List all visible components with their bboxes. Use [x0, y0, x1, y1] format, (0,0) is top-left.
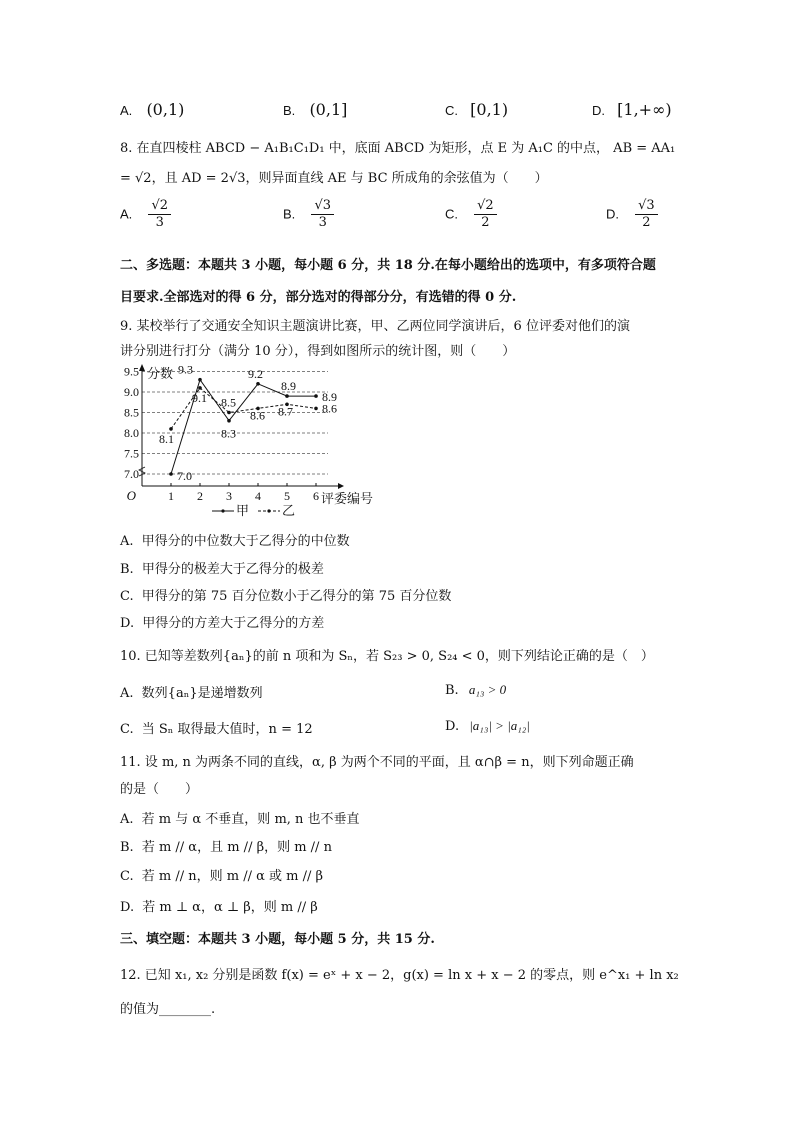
chart-legend: [212, 503, 295, 518]
q9-stem-line1: 9. 某校举行了交通安全知识主题演讲比赛，甲、乙两位同学演讲后，6 位评委对他们的演: [120, 319, 630, 334]
q11-stem-line2: 的是（ ）: [120, 782, 199, 797]
data-point: [198, 378, 202, 382]
x-tick-label: 2: [197, 489, 203, 503]
q7-option-b: B. (0,1]: [283, 100, 348, 119]
x-tick-label: 6: [313, 489, 319, 503]
data-label: 8.5: [221, 395, 236, 410]
q7-option-c: C. [0,1): [445, 100, 509, 119]
y-tick-label: 8.5: [124, 405, 139, 420]
fraction: $\frac{√3}{3}$: [311, 198, 334, 230]
q8-stem-line1: 8. 在直四棱柱 ABCD − A₁B₁C₁D₁ 中，底面 ABCD 为矩形，点 E 为 A₁C 的中点， AB = AA₁: [120, 141, 676, 156]
q7-option-a: A. (0,1): [120, 100, 185, 119]
q9-option-a: A. 甲得分的中位数大于乙得分的中位数: [120, 534, 350, 549]
q8-option-c: C. $\frac{√2}{2}$: [445, 198, 497, 230]
x-tick-label: 1: [168, 489, 174, 503]
q12-stem-line1: 12. 已知 x₁, x₂ 分别是函数 f(x) = eˣ + x − 2，g(x) = ln x + x − 2 的零点，则 e^x₁ + ln x₂: [120, 968, 679, 983]
q9-option-c: C. 甲得分的第 75 百分位数小于乙得分的第 75 百分位数: [120, 589, 452, 604]
data-point: [227, 419, 231, 423]
x-tick-label: 4: [255, 489, 261, 503]
section2-heading-line2: 目要求.全部选对的得 6 分，部分选对的得部分分，有选错的得 0 分.: [120, 290, 517, 305]
y-tick-label: 9.0: [124, 385, 139, 399]
data-point: [285, 394, 289, 398]
fraction: $\frac{√2}{3}$: [148, 198, 171, 230]
q11-option-d: D. 若 m ⊥ α，α ⊥ β，则 m // β: [120, 900, 318, 915]
q10-option-d: D. |a₁₃| > |a₁₂|: [445, 718, 530, 734]
q8-option-a: A. $\frac{√2}{3}$: [120, 198, 171, 230]
data-label: 7.0: [177, 469, 192, 483]
q12-stem-line2: 的值为________.: [120, 1002, 216, 1017]
data-label: 8.1: [159, 431, 174, 446]
data-point: [198, 386, 202, 390]
q7-option-d: D. [1,+∞): [592, 100, 672, 119]
data-point: [314, 394, 318, 398]
data-label: 8.3: [221, 426, 236, 441]
data-point: [314, 407, 318, 411]
legend-label: 甲: [236, 503, 250, 518]
legend-marker: [267, 509, 270, 512]
data-point: [169, 427, 173, 431]
fraction: $\frac{√3}{2}$: [635, 198, 658, 230]
data-label: 8.9: [322, 390, 337, 405]
y-tick-label: 7.5: [124, 446, 139, 461]
q9-option-d: D. 甲得分的方差大于乙得分的方差: [120, 616, 325, 631]
data-label: 8.7: [278, 404, 293, 419]
q10-stem: 10. 已知等差数列{aₙ}的前 n 项和为 Sₙ，若 S₂₃ > 0, S₂₄ < 0，则下列结论正确的是（ ）: [120, 649, 654, 664]
data-point: [169, 472, 173, 476]
q11-option-c: C. 若 m // n，则 m // α 或 m // β: [120, 869, 324, 884]
data-point: [227, 411, 231, 415]
data-label: 9.3: [178, 362, 193, 377]
data-label: 9.2: [248, 366, 263, 381]
section2-heading-line1: 二、多选题：本题共 3 小题，每小题 6 分，共 18 分.在每小题给出的选项中，有多项符合题: [120, 258, 656, 273]
x-tick-label: 3: [226, 489, 232, 503]
y-axis-arrow: [139, 364, 145, 371]
legend-label: 乙: [282, 503, 296, 518]
data-label: 8.9: [281, 379, 296, 394]
q10-option-c: C. 当 Sₙ 取得最大值时，n = 12: [120, 722, 313, 737]
y-tick-label: 9.5: [124, 364, 139, 379]
origin-label: O: [126, 488, 136, 503]
section3-heading: 三、填空题：本题共 3 小题，每小题 5 分，共 15 分.: [120, 932, 435, 947]
data-label: 8.6: [250, 408, 265, 423]
data-label: 9.1: [192, 390, 207, 405]
score-line-chart: [115, 362, 405, 522]
q11-option-b: B. 若 m // α，且 m // β，则 m // n: [120, 840, 332, 855]
q10-option-a: A. 数列{aₙ}是递增数列: [120, 686, 263, 701]
data-labels: [159, 363, 337, 483]
q10-option-b: B. a₁₃ > 0: [445, 682, 507, 698]
data-label: 8.6: [322, 401, 337, 416]
legend-marker: [221, 509, 224, 512]
grid-lines: [142, 372, 328, 475]
q9-option-b: B. 甲得分的极差大于乙得分的极差: [120, 562, 324, 577]
x-tick-label: 5: [284, 489, 290, 503]
x-axis-label: 评委编号: [321, 491, 374, 506]
y-tick-label: 8.0: [124, 426, 139, 440]
q11-option-a: A. 若 m 与 α 不垂直，则 m, n 也不垂直: [120, 812, 360, 827]
data-point: [256, 382, 260, 386]
q9-stem-line2: 讲分别进行打分（满分 10 分），得到如图所示的统计图，则（ ）: [120, 344, 516, 359]
q8-stem-line2: = √2，且 AD = 2√3，则异面直线 AE 与 BC 所成角的余弦值为（ ）: [120, 171, 548, 186]
fraction: $\frac{√2}{2}$: [474, 198, 497, 230]
y-tick-label: 7.0: [124, 467, 139, 481]
q8-option-b: B. $\frac{√3}{3}$: [283, 198, 334, 230]
q11-stem-line1: 11. 设 m, n 为两条不同的直线，α, β 为两个不同的平面，且 α∩β = n，则下列命题正确: [120, 755, 634, 770]
y-axis-label: 分数: [147, 366, 174, 381]
q8-option-d: D. $\frac{√3}{2}$: [606, 198, 658, 230]
axis-break-mark: [139, 467, 145, 476]
x-axis-arrow: [338, 483, 344, 489]
